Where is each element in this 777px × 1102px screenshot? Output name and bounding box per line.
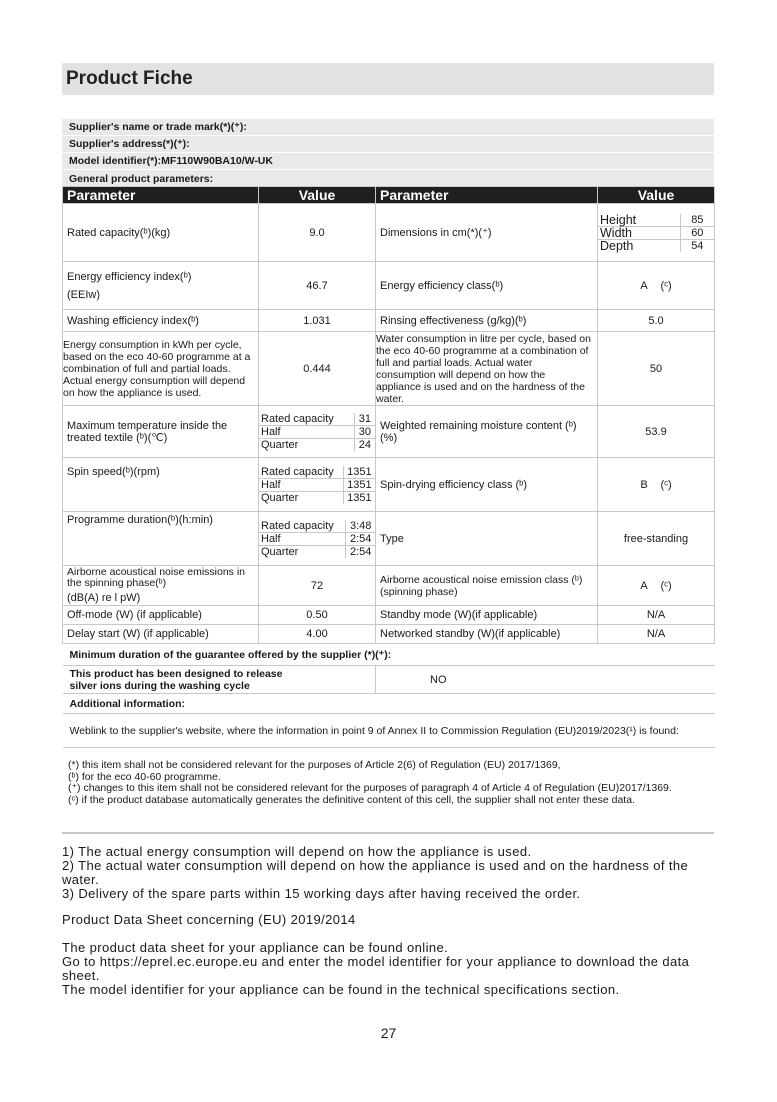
footnote-4: (ᶜ) if the product database automatically generates the definitive content of this cell, the supplier shall not enter these data. — [68, 793, 635, 806]
model-identifier-row: Model identifier(*):MF110W90BA10/W-UK — [62, 153, 714, 169]
duration-half-value: 2:54 — [346, 532, 375, 545]
width-value: 60 — [680, 226, 714, 239]
rated-capacity-label: Rated capacity(ᵇ)(kg) — [63, 204, 259, 262]
max-temp-quarter-label: Quarter — [259, 438, 354, 451]
spin-quarter-value: 1351 — [343, 491, 375, 504]
energy-class-cell — [598, 262, 715, 310]
networked-value: N/A — [598, 625, 715, 644]
general-parameters-row: General product parameters: — [62, 170, 714, 186]
header-value-2: Value — [598, 187, 715, 204]
page-number: 27 — [380, 1025, 397, 1041]
rinsing-value: 5.0 — [598, 310, 715, 332]
duration-rated-label: Rated capacity — [261, 519, 334, 532]
noise-class-label: Airborne acoustical noise emission class (ᵇ)(spinning phase) — [376, 566, 598, 606]
water-consumption-label: Water consumption in litre per cycle, based on the eco 40-60 programme at a combination of full and partial loads. Actual water consumption will depend on how the appliance is used and on the hardness of the water. — [376, 332, 598, 406]
datasheet-line-1: The product data sheet for your appliance can be found online. — [62, 940, 449, 955]
rinsing-label: Rinsing effectiveness (g/kg)(ᵇ) — [376, 310, 598, 332]
water-consumption-value: 50 — [598, 332, 715, 406]
eei-value: 46.7 — [259, 262, 376, 310]
delay-start-value: 4.00 — [259, 625, 376, 644]
spin-class-value: B — [640, 478, 648, 491]
duration-values — [259, 512, 376, 566]
noise-value: 72 — [259, 566, 376, 606]
spin-half-value: 1351 — [343, 478, 375, 491]
networked-label: Networked standby (W)(if applicable) — [376, 625, 598, 644]
duration-label: Programme duration(ᵇ)(h:min) — [63, 512, 259, 566]
dimensions-label: Dimensions in cm(*)(⁺) — [376, 204, 598, 262]
depth-value: 54 — [680, 239, 714, 252]
off-mode-label: Off-mode (W) (if applicable) — [63, 606, 259, 625]
energy-class-value: A — [640, 279, 648, 292]
depth-label: Depth — [598, 239, 680, 252]
width-label: Width — [598, 226, 680, 239]
spin-speed-label: Spin speed(ᵇ)(rpm) — [63, 458, 259, 512]
noise-class-value: A — [640, 579, 648, 592]
eei-label-line2: (EEIw) — [67, 288, 100, 301]
additional-info: Additional information: — [63, 694, 715, 714]
spin-class-cell — [598, 458, 715, 512]
energy-class-label: Energy efficiency class(ᵇ) — [376, 262, 598, 310]
duration-half-label: Half — [259, 532, 346, 545]
washing-index-value: 1.031 — [259, 310, 376, 332]
washing-index-label: Washing efficiency index(ᵇ) — [63, 310, 259, 332]
duration-quarter-label: Quarter — [259, 545, 346, 558]
energy-consumption-label: Energy consumption in kWh per cycle, based on the eco 40-60 programme at a combination of full and partial loads. Actual energy consumption will depend on how the appliance is used. — [63, 332, 259, 406]
silver-label: This product has been designed to release silver ions during the washing cycle — [63, 666, 376, 694]
noise-label-line1: Airborne acoustical noise emissions in the spinning phase(ᵇ) — [67, 566, 246, 589]
datasheet-line-2: Go to https://eprel.ec.europe.eu and enter the model identifier for your appliance to download the data sheet. — [62, 954, 690, 983]
max-temp-rated-label: Rated capacity — [261, 412, 334, 425]
energy-consumption-value: 0.444 — [259, 332, 376, 406]
delay-start-label: Delay start (W) (if applicable) — [63, 625, 259, 644]
noise-class-cell — [598, 566, 715, 606]
footnote-3: (⁺) changes to this item shall not be considered relevant for the purposes of paragraph 4 of Article 4 of Regulation (EU)2017/1369. — [68, 782, 672, 794]
type-label: Type — [376, 512, 598, 566]
eei-label-line1: Energy efficiency index(ᵇ) — [67, 270, 192, 283]
noise-class-note: (ᶜ) — [660, 579, 672, 592]
page-title: Product Fiche — [66, 68, 193, 89]
header-parameter-2: Parameter — [376, 187, 598, 204]
datasheet-block — [62, 941, 722, 997]
divider — [62, 832, 714, 834]
off-mode-value: 0.50 — [259, 606, 376, 625]
standby-value: N/A — [598, 606, 715, 625]
duration-quarter-value: 2:54 — [346, 545, 375, 558]
spin-rated-label: Rated capacity — [261, 465, 334, 478]
height-label: Height — [600, 212, 637, 227]
supplier-name-row: Supplier's name or trade mark(*)(⁺): — [62, 119, 714, 135]
max-temp-quarter-value: 24 — [354, 438, 375, 451]
max-temp-label: Maximum temperature inside the treated textile (ᵇ)(℃) — [63, 406, 259, 458]
note-1: 1) The actual energy consumption will depend on how the appliance is used. — [62, 844, 532, 859]
title-bar — [62, 63, 714, 95]
standby-label: Standby mode (W)(if applicable) — [376, 606, 598, 625]
header-value-1: Value — [259, 187, 376, 204]
product-fiche-table — [62, 186, 715, 748]
spin-quarter-label: Quarter — [259, 491, 343, 504]
datasheet-heading: Product Data Sheet concerning (EU) 2019/2014 — [62, 912, 356, 927]
type-value: free-standing — [598, 512, 715, 566]
eei-label — [63, 262, 259, 310]
moisture-value: 53.9 — [598, 406, 715, 458]
spin-class-note: (ᶜ) — [660, 478, 672, 491]
note-3: 3) Delivery of the spare parts within 15 working days after having received the order. — [62, 886, 581, 901]
max-temp-half-label: Half — [259, 425, 354, 438]
noise-label-line2: (dB(A) re l pW) — [67, 592, 141, 604]
spin-half-label: Half — [259, 478, 343, 491]
height-value: 85 — [680, 214, 714, 227]
max-temp-rated-value: 31 — [354, 413, 375, 426]
note-2: 2) The actual water consumption will depend on how the appliance is used and on the hardness of the water. — [62, 858, 689, 887]
max-temp-half-value: 30 — [354, 425, 375, 438]
rated-capacity-value: 9.0 — [259, 204, 376, 262]
duration-rated-value: 3:48 — [346, 520, 375, 533]
max-temp-values — [259, 406, 376, 458]
footnotes — [68, 760, 708, 806]
weblink-text: Weblink to the supplier's website, where the information in point 9 of Annex II to Commission Regulation (EU)2019/2023(¹) is found: — [63, 714, 715, 748]
footnote-1: (*) this item shall not be considered relevant for the purposes of Article 2(6) of Regulation (EU) 2017/1369, — [68, 759, 561, 771]
footnote-2: (ᵇ) for the eco 40-60 programme. — [68, 770, 221, 783]
dimensions-values — [598, 204, 715, 262]
moisture-label: Weighted remaining moisture content (ᵇ)(%) — [376, 406, 598, 458]
energy-class-note: (ᶜ) — [660, 279, 672, 292]
notes-block — [62, 845, 722, 901]
spin-rated-value: 1351 — [343, 466, 375, 479]
guarantee-row: Minimum duration of the guarantee offered by the supplier (*)(⁺): — [63, 644, 715, 666]
noise-label — [63, 566, 259, 606]
supplier-address-row: Supplier's address(*)(⁺): — [62, 136, 714, 152]
spin-class-label: Spin-drying efficiency class (ᵇ) — [376, 458, 598, 512]
header-parameter-1: Parameter — [63, 187, 259, 204]
silver-value: NO — [376, 666, 715, 694]
spin-speed-values — [259, 458, 376, 512]
datasheet-line-3: The model identifier for your appliance can be found in the technical specifications section. — [62, 982, 620, 997]
